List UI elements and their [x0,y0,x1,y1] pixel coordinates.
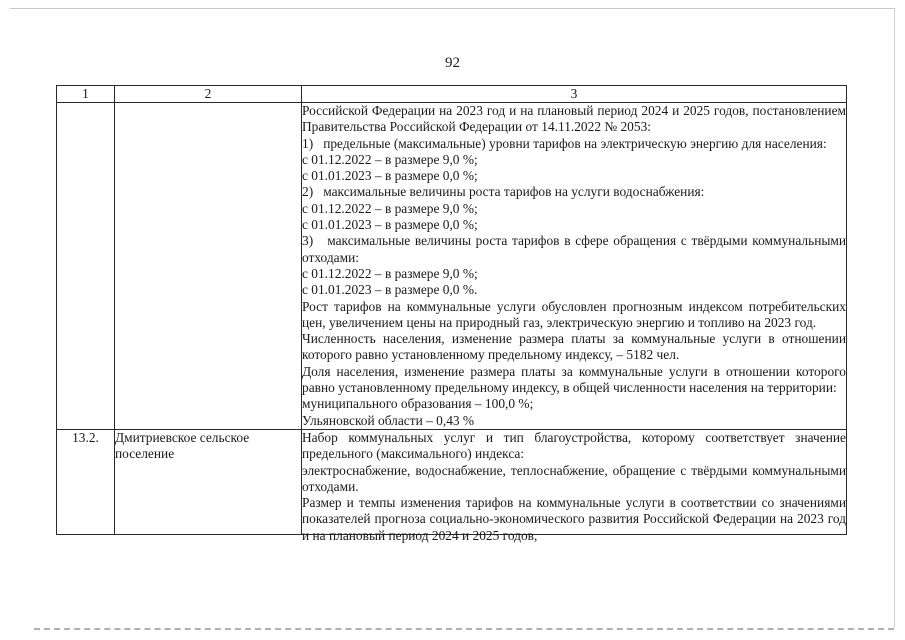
paragraph: Размер и темпы изменения тарифов на коммунальные услуги в соответствии со значениями показателей прогноза социально-экономического развития Российской Федерации на 2023 год и на плановый период 2024 и 2025 годов, [302,495,846,543]
paragraph: электроснабжение, водоснабжение, теплоснабжение, обращение с твёрдыми коммунальными отходами. [302,462,846,494]
paragraph: Доля населения, изменение размера платы за коммунальные услуги в отношении которого равно установленному предельному индексу, в общей численности населения на территории: [302,363,846,396]
row-number-cell: 13.2. [57,429,115,534]
paragraph: Набор коммунальных услуг и тип благоустройства, которому соответствует значение предельного (максимального) индекса: [302,429,846,462]
paragraph: Ульяновской области – 0,43 % [302,412,475,428]
paragraph: 3) максимальные величины роста тарифов в сфере обращения с твёрдыми коммунальными отходами: [302,233,846,265]
paragraph: Российской Федерации на 2023 год и на плановый период 2024 и 2025 годов, постановлением Правительства Российской Федерации от 14.11.2022 № 2053: [302,103,846,135]
paragraph: Рост тарифов на коммунальные услуги обусловлен прогнозным индексом потребительских цен, увеличением цены на природный газ, электрическую энергию и топливо на 2023 год. [302,298,846,330]
row-name-cell: Дмитриевское сельское поселение [115,429,302,534]
row-number-cell [57,103,115,430]
table-row [57,103,847,430]
document-table [56,85,847,543]
paragraph: с 01.01.2023 – в размере 0,0 %; [302,217,478,233]
paragraph: муниципального образования – 100,0 %; [302,396,534,412]
paragraph: с 01.12.2022 – в размере 9,0 %; [302,200,478,216]
table-row [57,429,847,534]
paragraph: с 01.12.2022 – в размере 9,0 %; [302,151,478,167]
scan-edge-top [10,8,894,9]
column-header-3: 3 [302,86,847,103]
row-content-cell [302,429,847,543]
scan-edge-bottom [34,628,894,630]
paragraph: с 01.01.2023 – в размере 0,0 %. [302,282,478,298]
row-content-cell [302,103,847,430]
paragraph: Численность населения, изменение размера платы за коммунальные услуги в отношении которого равно установленному предельному индексу, – 5182 чел. [302,331,846,363]
column-header-1: 1 [57,86,115,103]
table-header-row [57,86,847,103]
column-header-2: 2 [115,86,302,103]
scan-edge-right [894,8,895,628]
paragraph: с 01.01.2023 – в размере 0,0 %; [302,168,478,184]
paragraph: 1) предельные (максимальные) уровни тарифов на электрическую энергию для населения: [302,135,827,151]
paragraph: 2) максимальные величины роста тарифов на услуги водоснабжения: [302,184,705,200]
row-name-cell [115,103,302,430]
page-number: 92 [445,55,460,71]
paragraph: с 01.12.2022 – в размере 9,0 %; [302,265,478,281]
